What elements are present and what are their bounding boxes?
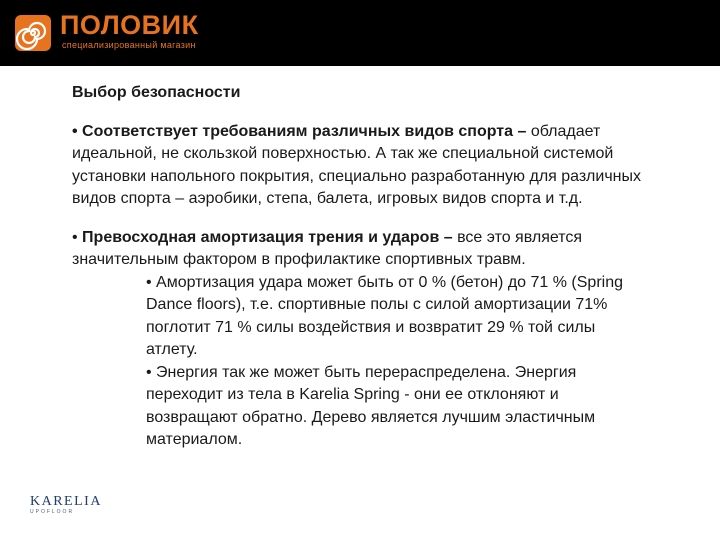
karelia-logo-subtext: UPOFLOOR — [30, 509, 75, 515]
slide-title: Выбор безопасности — [72, 84, 241, 101]
brand-name: ПОЛОВИК — [60, 10, 199, 40]
paragraph-lead-bold: Превосходная амортизация трения и ударов – — [82, 228, 453, 246]
header-bar — [0, 0, 720, 66]
spiral-icon — [15, 15, 51, 51]
karelia-logo — [30, 494, 102, 515]
paragraph-body: все это является значительным фактором в профилактике спортивных травм. — [72, 228, 583, 268]
slide-content — [72, 82, 672, 452]
paragraph-lead-bold: • Соответствует требованиям различных видов спорта – — [72, 122, 527, 140]
paragraph-amortization — [72, 227, 672, 272]
bullet-marker: • — [72, 228, 83, 246]
paragraph-sport-requirements — [72, 121, 672, 211]
brand-tagline: специализированный магазин — [62, 40, 196, 50]
sub-bullet-energy: • Энергия так же может быть перераспределена. Энергия переходит из тела в Karelia Spring - они ее отклоняют и возвращают обратно. Дерево является лучшим эластичным материалом. — [146, 363, 596, 448]
karelia-logo-text: KARELIA — [30, 494, 102, 509]
sub-bullet-impact: • Амортизация удара может быть от 0 % (бетон) до 71 % (Spring Dance floors), т.е. спортивные полы с силой амортизации 71% поглотит 71 % силы воздействия и возвратит 29 % той силы атлету. — [146, 273, 623, 358]
paragraph-body: обладает идеальной, не скользкой поверхностью. А так же специальной системой установки напольного покрытия, специально разработанную для различных видов спорта – аэробики, степа, балета, игровых видов спорта и т.д. — [72, 122, 641, 207]
